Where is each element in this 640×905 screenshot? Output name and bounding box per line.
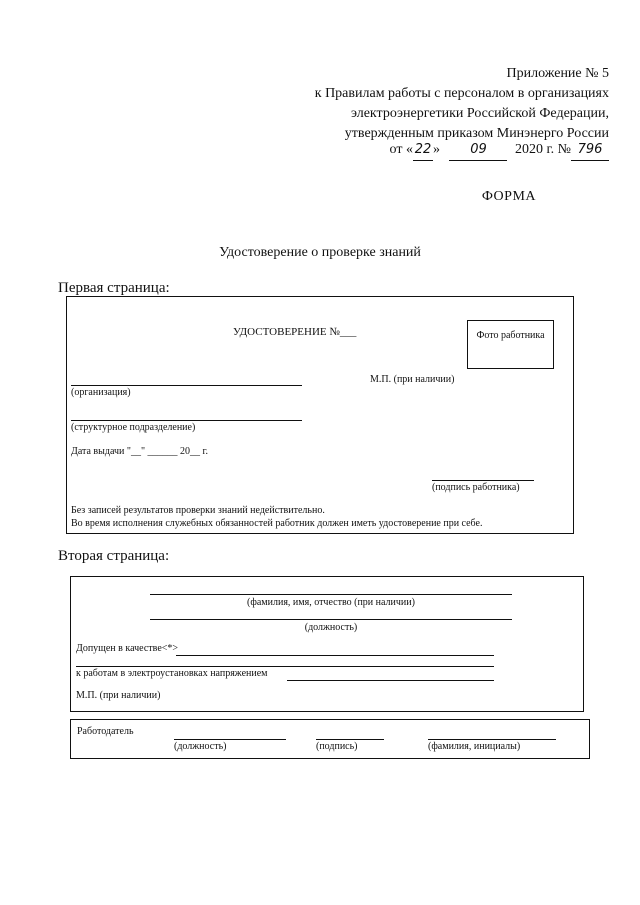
validity-note: Без записей результатов проверки знаний недействительно.	[71, 505, 325, 516]
voltage-line	[287, 680, 494, 681]
first-page-heading: Первая страница:	[58, 280, 170, 296]
form-label: ФОРМА	[481, 189, 536, 204]
order-mid: »	[432, 142, 440, 157]
document-title: Удостоверение о проверке знаний	[219, 245, 421, 260]
issue-date: Дата выдачи "__" ______ 20__ г.	[71, 446, 209, 457]
order-month: 09	[449, 140, 507, 161]
admitted-as: Допущен в качестве<*>	[76, 643, 179, 654]
subdivision-caption: (структурное подразделение)	[71, 422, 196, 433]
photo-label: Фото работника	[476, 330, 545, 341]
employer-signature-caption: (подпись)	[316, 741, 358, 752]
second-page-heading: Вторая страница:	[58, 548, 170, 564]
photo-box	[467, 320, 554, 369]
employer-position-line	[174, 739, 286, 740]
order-prefix: от «	[389, 142, 413, 157]
fio-caption: (фамилия, имя, отчество (при наличии)	[247, 597, 415, 608]
position-caption: (должность)	[304, 622, 358, 633]
order-day: 22	[413, 140, 433, 161]
appendix-number: Приложение № 5	[506, 66, 609, 81]
employer-name-line	[428, 739, 556, 740]
seal-label-second: М.П. (при наличии)	[76, 690, 161, 701]
employer-name-caption: (фамилия, инициалы)	[428, 741, 521, 752]
organization-line	[71, 385, 302, 386]
admitted-as-line	[176, 655, 494, 656]
rules-reference-cont: электроэнергетики Российской Федерации,	[350, 106, 609, 121]
rules-reference: к Правилам работы с персоналом в организациях	[314, 86, 609, 101]
order-date-line	[390, 140, 609, 161]
employer-position-caption: (должность)	[174, 741, 227, 752]
position-line	[150, 619, 512, 620]
employer-label: Работодатель	[77, 726, 134, 737]
seal-label-first: М.П. (при наличии)	[370, 374, 455, 385]
order-number: 796	[571, 140, 609, 161]
certificate-title: УДОСТОВЕРЕНИЕ №___	[233, 326, 357, 338]
worker-signature-caption: (подпись работника)	[432, 482, 520, 493]
order-approval: утвержденным приказом Минэнерго России	[344, 126, 609, 141]
organization-caption: (организация)	[71, 387, 131, 398]
worker-signature-line	[432, 480, 534, 481]
employer-signature-line	[316, 739, 384, 740]
extra-line	[76, 666, 494, 667]
order-year: 2020 г. №	[514, 142, 571, 157]
carry-note: Во время исполнения служебных обязанностей работник должен иметь удостоверение при себе.	[71, 518, 483, 529]
fio-line	[150, 594, 512, 595]
voltage-work: к работам в электроустановках напряжением	[76, 668, 268, 679]
subdivision-line	[71, 420, 302, 421]
